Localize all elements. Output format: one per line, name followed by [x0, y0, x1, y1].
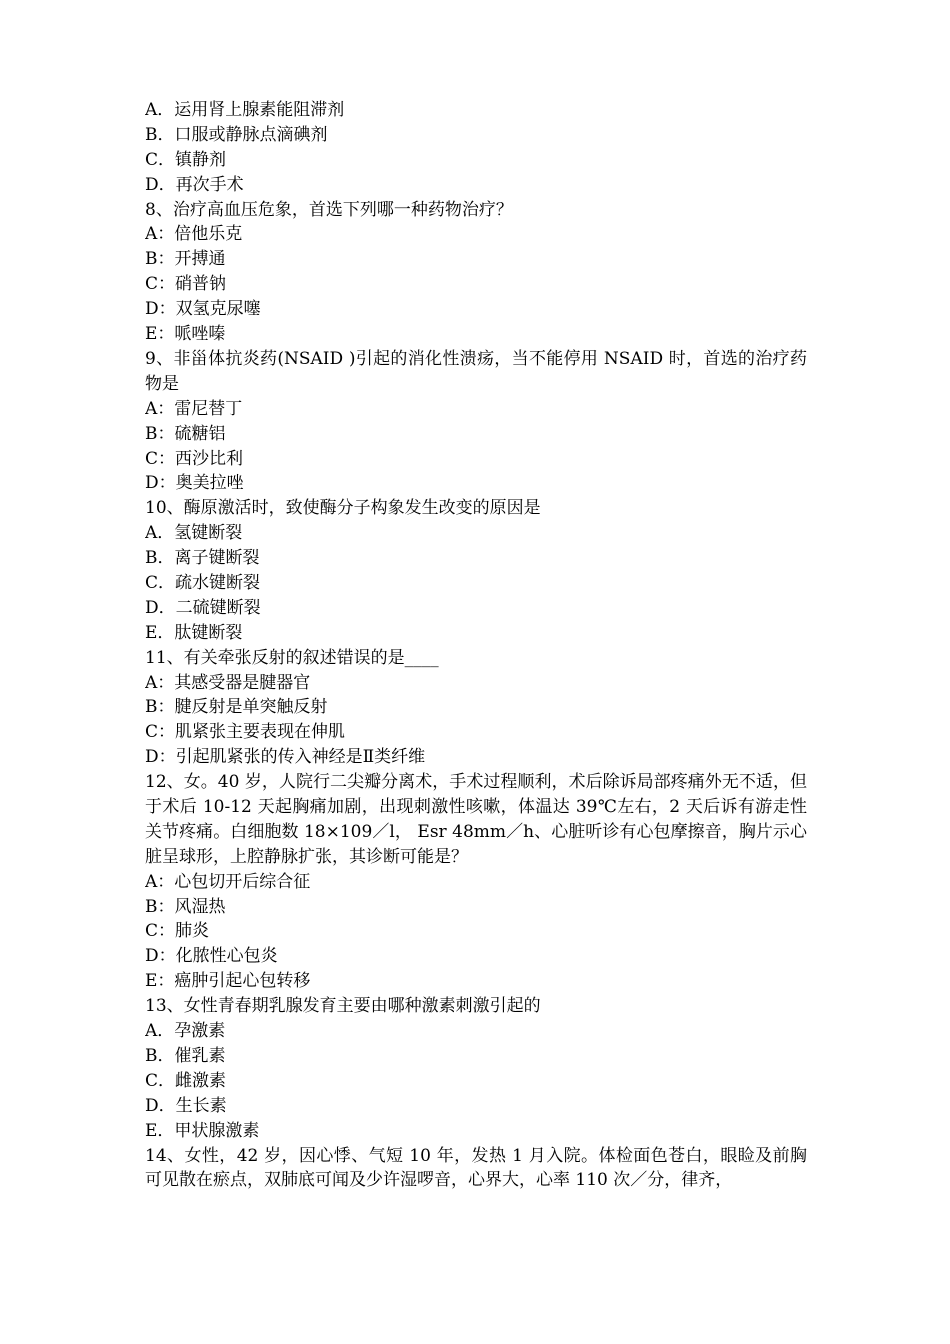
text-line: D：引起肌紧张的传入神经是Ⅱ类纤维: [145, 747, 426, 768]
text-line: C．疏水键断裂: [145, 572, 261, 593]
text-line: E：哌唑嗪: [145, 324, 226, 345]
text-line: D：奥美拉唑: [145, 473, 244, 494]
text-line: E．肽键断裂: [145, 622, 243, 643]
text-line: A．氢键断裂: [145, 523, 243, 544]
text-line: C：硝普钠: [145, 274, 227, 295]
text-line: A：其感受器是腱器官: [145, 672, 311, 693]
text-line: 8、治疗高血压危象，首选下列哪一种药物治疗？: [145, 199, 513, 220]
text-line: D：双氢克尿噻: [145, 299, 261, 320]
text-line: C：西沙比利: [145, 448, 244, 469]
text-line: A．运用肾上腺素能阻滞剂: [145, 100, 345, 120]
text-line: A：雷尼替丁: [145, 398, 243, 419]
text-line: B：腱反射是单突触反射: [145, 697, 328, 718]
text-line: C．镇静剂: [145, 149, 227, 170]
text-line: A：心包切开后综合征: [145, 871, 311, 892]
text-line: C．雌激素: [145, 1070, 227, 1091]
text-line: D：化脓性心包炎: [145, 946, 278, 967]
text-line: 13、女性青春期乳腺发育主要由哪种激素刺激引起的: [145, 996, 541, 1017]
text-line: D．二硫键断裂: [145, 597, 261, 618]
text-line: 11、有关牵张反射的叙述错误的是____: [145, 647, 439, 668]
text-line: B．催乳素: [145, 1045, 226, 1066]
text-line: 10、酶原激活时，致使酶分子构象发生改变的原因是: [145, 498, 541, 519]
text-paragraph: 9、非甾体抗炎药(NSAID )引起的消化性溃疡，当不能停用 NSAID 时，首选的治疗药物是: [145, 348, 807, 394]
text-paragraph: 12、女。40 岁，人院行二尖瓣分离术，手术过程顺利，术后除诉局部疼痛外无不适，但于术后 10-12 天起胸痛加剧，出现刺激性咳嗽，体温达 39℃左右，2 天后诉有游走性关节疼痛。白细胞数 18×109／l， Esr 48mm／h、心脏听诊有心包摩擦音，胸片示心脏呈球形，上腔静脉扩张，其诊断可能是？: [145, 772, 807, 867]
text-line: E．甲状腺激素: [145, 1120, 260, 1141]
text-line: E：癌肿引起心包转移: [145, 971, 311, 992]
text-line: B：硫糖铝: [145, 423, 226, 444]
text-line: B．离子键断裂: [145, 548, 260, 569]
document-page: [145, 98, 807, 1193]
text-line: A．孕激素: [145, 1021, 226, 1042]
text-line: B：风湿热: [145, 896, 226, 917]
text-line: C：肺炎: [145, 921, 210, 942]
text-line: A：倍他乐克: [145, 224, 243, 245]
text-line: D．再次手术: [145, 174, 244, 195]
text-line: C：肌紧张主要表现在伸肌: [145, 722, 346, 743]
text-line: B．口服或静脉点滴碘剂: [145, 124, 328, 145]
text-line: B：开搏通: [145, 249, 226, 270]
text-paragraph: 14、女性，42 岁，因心悸、气短 10 年，发热 1 月入院。体检面色苍白，眼睑及前胸可见散在瘀点，双肺底可闻及少许湿啰音，心界大，心率 110 次／分，律齐，: [145, 1145, 807, 1191]
text-line: D．生长素: [145, 1095, 227, 1116]
